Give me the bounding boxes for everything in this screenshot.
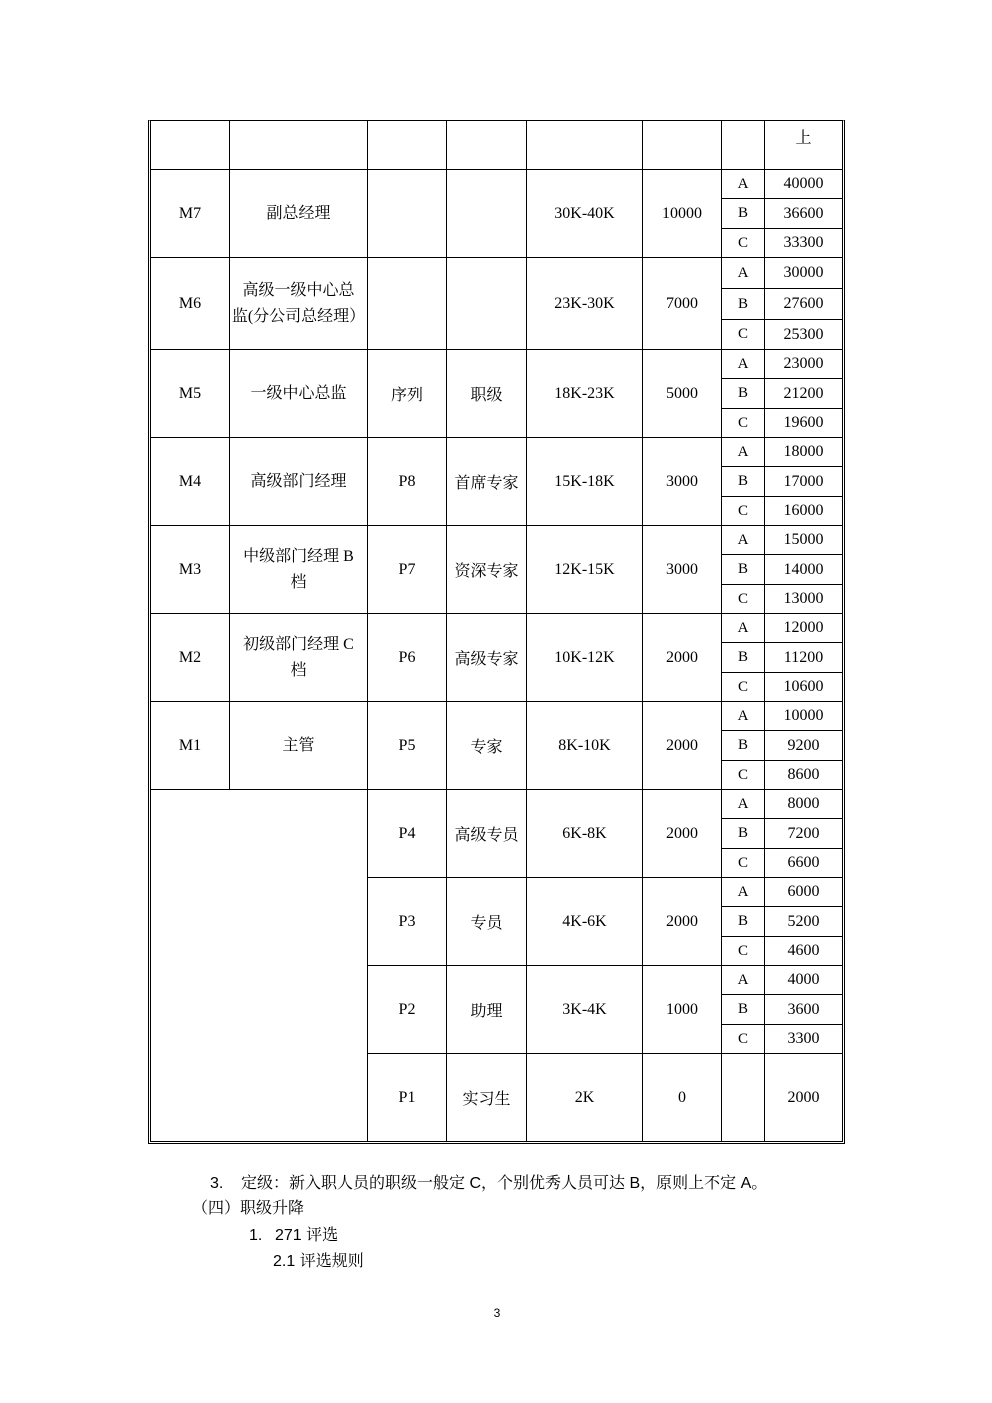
grade-salary-cell: [765, 350, 842, 378]
grade-salary-cell: [765, 289, 842, 319]
salary-range: 6K-8K: [562, 824, 607, 842]
p-title-cell: [447, 878, 526, 965]
m-grade-cell: [151, 702, 229, 789]
salary-step: 0: [678, 1088, 686, 1106]
grade-letter-cell: [722, 643, 764, 672]
m-grade-cell: [151, 258, 229, 349]
grade-letter-cell: [722, 199, 764, 228]
p-title-cell: [447, 526, 526, 613]
p-grade-title: 专员: [470, 915, 503, 932]
p-title-cell: [447, 170, 526, 257]
grade-letter-cell: [722, 673, 764, 701]
grade-salary-cell: [765, 1025, 842, 1053]
merged-blank-cell: [151, 790, 367, 1141]
p-title-cell: [447, 614, 526, 701]
grade-letter: C: [737, 234, 748, 251]
grade-letter-cell: [722, 170, 764, 198]
p-grade-cell: [368, 790, 446, 877]
salary-range-cell: [527, 966, 642, 1053]
m-grade-code: M2: [178, 648, 202, 666]
step-cell: [643, 350, 721, 437]
m-grade-code: M4: [178, 472, 202, 490]
m-grade-cell: [151, 614, 229, 701]
salary-range: 15K-18K: [554, 472, 615, 490]
continued-row-cell: [447, 121, 526, 169]
step-cell: [643, 878, 721, 965]
salary-step: 3000: [666, 560, 698, 578]
grade-salary: 8600: [787, 766, 820, 783]
grade-letter-cell: [722, 731, 764, 760]
grade-salary-cell: [765, 878, 842, 906]
grade-salary: 10600: [783, 678, 824, 695]
m-title-line: 一级中心总监: [250, 384, 347, 402]
salary-range-cell: [527, 702, 642, 789]
continued-row-cell: [643, 121, 721, 169]
grade-letter: B: [737, 913, 748, 929]
grade-letter: A: [737, 175, 749, 192]
grade-salary-cell: [765, 199, 842, 228]
salary-step: 2000: [666, 912, 698, 930]
grade-salary-cell: [765, 907, 842, 936]
step-cell: [643, 170, 721, 257]
grade-letter-cell: [722, 555, 764, 584]
m-grade-code: M5: [178, 384, 202, 402]
p-grade-title: 高级专员: [454, 827, 519, 844]
grade-salary: 17000: [783, 472, 824, 490]
grade-letter-cell: [722, 320, 764, 349]
step-cell: [643, 1054, 721, 1141]
continued-row-text: 上: [795, 130, 812, 147]
salary-range-cell: [527, 790, 642, 877]
grade-salary: 13000: [783, 590, 824, 607]
p-grade-cell: [368, 702, 446, 789]
m-title-line: 高级部门经理: [250, 472, 347, 490]
grade-letter-cell: [722, 409, 764, 437]
continued-row-cell: [151, 121, 229, 169]
salary-range: 3K-4K: [562, 1000, 607, 1018]
continued-row-cell: [722, 121, 764, 169]
grade-letter-cell: [722, 702, 764, 730]
salary-range: 18K-23K: [554, 384, 615, 402]
grade-letter-cell: [722, 790, 764, 818]
grade-salary: 6000: [787, 883, 820, 900]
grade-letter: B: [737, 473, 748, 489]
list-item-number: 1.: [249, 1227, 263, 1244]
salary-step: 10000: [662, 204, 702, 222]
grade-salary: 3300: [787, 1030, 820, 1047]
continued-row-cell: [765, 121, 842, 169]
salary-range-cell: [527, 438, 642, 525]
p-title-cell: [447, 966, 526, 1053]
grade-letter: A: [737, 443, 749, 460]
continued-row-cell: [230, 121, 367, 169]
m-title-line: 监(分公司总经理）: [231, 307, 366, 325]
salary-range-cell: [527, 350, 642, 437]
grade-letter-cell: [722, 937, 764, 965]
m-title-line: 中级部门经理 B: [243, 547, 354, 565]
grade-letter-cell: [722, 379, 764, 408]
grade-letter: A: [737, 619, 749, 636]
p-grade-cell: [368, 170, 446, 257]
subsection-heading: 2.1 评选规则: [273, 1253, 364, 1270]
grade-salary-cell: [765, 995, 842, 1024]
p-grade-code: P1: [398, 1088, 416, 1106]
salary-step: 3000: [666, 472, 698, 490]
p-title-cell: [447, 350, 526, 437]
m-title-cell: [230, 170, 367, 257]
grade-salary: 14000: [783, 560, 824, 578]
p-grade-cell: [368, 438, 446, 525]
grade-salary: 16000: [783, 502, 824, 519]
m-title-line: 初级部门经理 C: [243, 635, 354, 653]
grade-salary: 27600: [783, 295, 824, 312]
p-title-cell: [447, 790, 526, 877]
grade-salary: 23000: [783, 355, 824, 372]
grade-salary: 4600: [787, 942, 820, 959]
grade-letter-cell: [722, 1054, 764, 1141]
p-grade-code: P3: [398, 912, 416, 930]
grade-salary: 15000: [783, 531, 824, 548]
grade-salary: 40000: [783, 175, 824, 192]
grade-salary-cell: [765, 555, 842, 584]
grade-salary: 9200: [787, 736, 820, 754]
m-grade-code: M7: [178, 204, 202, 222]
grade-letter: B: [737, 385, 748, 401]
p-grade-code: P5: [398, 736, 416, 754]
grade-salary: 19600: [783, 414, 824, 431]
grade-letter-cell: [722, 229, 764, 257]
grade-letter-cell: [722, 761, 764, 789]
grade-letter: A: [737, 707, 749, 724]
salary-range: 12K-15K: [554, 560, 615, 578]
salary-range: 8K-10K: [558, 736, 611, 754]
p-grade-title: 专家: [470, 739, 503, 756]
p-grade-title: 资深专家: [454, 563, 519, 580]
p-grade-code: P2: [398, 1000, 416, 1018]
grade-letter: B: [737, 1001, 748, 1017]
grade-salary: 6600: [787, 854, 820, 871]
grade-salary-cell: [765, 526, 842, 554]
salary-range: 30K-40K: [554, 204, 615, 222]
m-title-line: 高级一级中心总: [242, 281, 355, 299]
grade-salary: 30000: [783, 264, 824, 281]
grade-salary-cell: [765, 585, 842, 613]
grade-letter: B: [737, 825, 748, 841]
grade-salary-cell: [765, 790, 842, 818]
grade-salary: 7200: [787, 824, 820, 842]
step-cell: [643, 702, 721, 789]
p-grade-title: 实习生: [462, 1091, 511, 1108]
m-grade-cell: [151, 526, 229, 613]
grade-letter: A: [737, 264, 749, 281]
grade-letter-cell: [722, 819, 764, 848]
grade-salary-cell: [765, 643, 842, 672]
m-grade-code: M3: [178, 560, 202, 578]
grade-salary: 12000: [783, 619, 824, 636]
grade-letter: C: [737, 326, 748, 342]
salary-step: 2000: [666, 824, 698, 842]
continued-row-cell: [527, 121, 642, 169]
salary-step: 1000: [666, 1000, 698, 1018]
grade-letter-cell: [722, 497, 764, 525]
grade-salary-cell: [765, 937, 842, 965]
grade-salary-cell: [765, 966, 842, 994]
grade-letter-cell: [722, 438, 764, 466]
p-grade-cell: [368, 350, 446, 437]
salary-range-cell: [527, 1054, 642, 1141]
m-title-line: 主管: [282, 736, 315, 754]
grade-letter: B: [737, 649, 748, 665]
grade-salary-cell: [765, 819, 842, 848]
grade-letter-cell: [722, 907, 764, 936]
m-grade-cell: [151, 170, 229, 257]
step-cell: [643, 526, 721, 613]
grade-salary: 21200: [783, 384, 824, 402]
grade-letter: C: [737, 766, 748, 783]
grade-salary-cell: [765, 438, 842, 466]
grade-letter-cell: [722, 467, 764, 496]
salary-range-cell: [527, 170, 642, 257]
grade-salary: 4000: [787, 971, 820, 988]
salary-step: 2000: [666, 736, 698, 754]
grade-salary: 8000: [787, 795, 820, 812]
step-cell: [643, 614, 721, 701]
m-title-cell: [230, 258, 367, 349]
grade-letter-cell: [722, 849, 764, 877]
grade-salary: 33300: [783, 234, 824, 251]
salary-range-cell: [527, 614, 642, 701]
p-grade-code: P6: [398, 648, 416, 666]
grade-salary-cell: [765, 379, 842, 408]
p-grade-cell: [368, 614, 446, 701]
grade-salary-cell: [765, 258, 842, 288]
grade-letter-cell: [722, 350, 764, 378]
salary-range-cell: [527, 878, 642, 965]
list-item-number: 3.: [210, 1175, 224, 1192]
grade-salary: 25300: [783, 325, 824, 343]
grade-letter-cell: [722, 526, 764, 554]
grade-salary: 2000: [787, 1088, 820, 1106]
grade-letter: C: [737, 1030, 748, 1047]
grade-salary-cell: [765, 849, 842, 877]
salary-step: 2000: [666, 648, 698, 666]
salary-grade-table: [148, 120, 845, 1144]
grade-letter: C: [737, 678, 748, 695]
p-grade-code: P7: [398, 560, 416, 578]
p-title-cell: [447, 438, 526, 525]
p-grade-title: 职级: [470, 387, 503, 404]
m-title-cell: [230, 350, 367, 437]
p-grade-title: 高级专家: [454, 651, 519, 668]
p-grade-title: 首席专家: [454, 475, 519, 492]
grade-salary: 10000: [783, 707, 824, 724]
p-title-cell: [447, 702, 526, 789]
p-grade-title: 助理: [470, 1003, 503, 1020]
salary-range-cell: [527, 258, 642, 349]
m-title-line: 档: [290, 661, 307, 679]
subsection-heading: 271 评选: [275, 1227, 339, 1244]
grade-letter-cell: [722, 966, 764, 994]
salary-range: 10K-12K: [554, 648, 615, 666]
grade-salary: 3600: [787, 1000, 820, 1018]
m-grade-code: M1: [178, 736, 202, 754]
grade-letter-cell: [722, 1025, 764, 1053]
grade-salary-cell: [765, 229, 842, 257]
m-title-cell: [230, 702, 367, 789]
grade-salary-cell: [765, 320, 842, 349]
grade-salary: 36600: [783, 204, 824, 222]
grade-letter: B: [737, 205, 748, 221]
grade-letter: A: [737, 531, 749, 548]
grade-letter-cell: [722, 614, 764, 642]
m-title-line: 副总经理: [266, 204, 331, 222]
step-cell: [643, 790, 721, 877]
grade-letter-cell: [722, 585, 764, 613]
grade-letter: A: [737, 795, 749, 812]
salary-range-cell: [527, 526, 642, 613]
m-grade-code: M6: [178, 294, 202, 312]
grade-salary-cell: [765, 497, 842, 525]
p-grade-cell: [368, 966, 446, 1053]
m-grade-cell: [151, 438, 229, 525]
grade-salary-cell: [765, 467, 842, 496]
grade-letter: C: [737, 502, 748, 519]
page-number: 3: [493, 1306, 501, 1320]
p-grade-cell: [368, 1054, 446, 1141]
grade-salary: 11200: [783, 648, 824, 666]
grade-letter: A: [737, 971, 749, 988]
p-grade-code: 序列: [390, 387, 423, 404]
step-cell: [643, 258, 721, 349]
step-cell: [643, 438, 721, 525]
salary-grade-grid: [151, 121, 842, 1141]
grading-rule-text: 定级：新入职人员的职级一般定 C，个别优秀人员可达 B，原则上不定 A。: [241, 1175, 768, 1192]
section-heading: （四）职级升降: [192, 1200, 305, 1217]
p-title-cell: [447, 1054, 526, 1141]
grade-salary-cell: [765, 170, 842, 198]
continued-row-cell: [368, 121, 446, 169]
grade-salary-cell: [765, 673, 842, 701]
grade-salary: 5200: [787, 912, 820, 930]
salary-range: 4K-6K: [562, 912, 607, 930]
grade-salary-cell: [765, 702, 842, 730]
grade-letter: A: [737, 883, 749, 900]
p-grade-cell: [368, 526, 446, 613]
m-title-cell: [230, 526, 367, 613]
salary-step: 7000: [666, 294, 698, 312]
p-grade-cell: [368, 878, 446, 965]
grade-letter: A: [737, 355, 749, 372]
p-title-cell: [447, 258, 526, 349]
grade-letter-cell: [722, 878, 764, 906]
step-cell: [643, 966, 721, 1053]
grade-letter: B: [737, 561, 748, 577]
m-title-cell: [230, 438, 367, 525]
grade-salary-cell: [765, 731, 842, 760]
m-title-line: 档: [290, 573, 307, 591]
grade-letter: B: [737, 295, 748, 312]
grade-letter: B: [737, 737, 748, 753]
grade-letter-cell: [722, 289, 764, 319]
grade-letter: C: [737, 414, 748, 431]
grade-salary-cell: [765, 409, 842, 437]
p-grade-code: P8: [398, 472, 416, 490]
p-grade-cell: [368, 258, 446, 349]
grade-letter: C: [737, 590, 748, 607]
p-grade-code: P4: [398, 824, 416, 842]
grade-salary-cell: [765, 761, 842, 789]
m-grade-cell: [151, 350, 229, 437]
salary-step: 5000: [666, 384, 698, 402]
grade-letter: C: [737, 854, 748, 871]
grade-letter: C: [737, 942, 748, 959]
m-title-cell: [230, 614, 367, 701]
salary-range: 2K: [574, 1088, 595, 1106]
grade-salary-cell: [765, 614, 842, 642]
grade-letter-cell: [722, 258, 764, 288]
grade-salary: 18000: [783, 443, 824, 460]
grade-letter-cell: [722, 995, 764, 1024]
grade-salary-cell: [765, 1054, 842, 1141]
salary-range: 23K-30K: [554, 294, 615, 312]
